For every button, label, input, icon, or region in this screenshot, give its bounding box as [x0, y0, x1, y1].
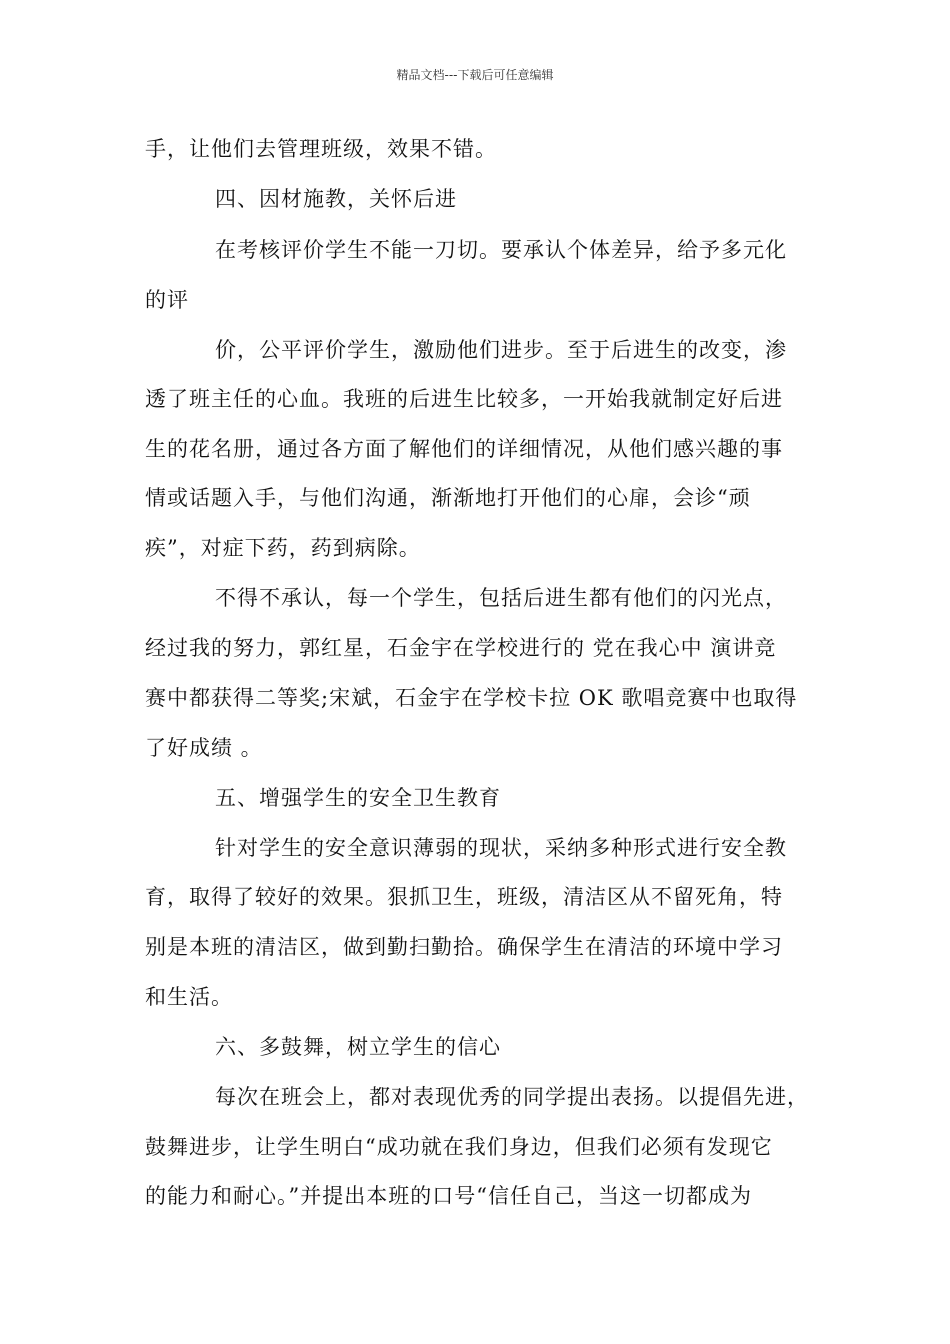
- text-line: 透了班主任的心血。我班的后进生比较多，一开始我就制定好后进: [145, 387, 783, 411]
- text-line: 每次在班会上，都对表现优秀的同学提出表扬。以提倡先进，: [215, 1085, 809, 1109]
- section-heading: 四、因材施教，关怀后进: [215, 187, 457, 211]
- text-line: 和生活。: [145, 985, 233, 1009]
- text-line: 育，取得了较好的效果。狠抓卫生，班级，清洁区从不留死角，特: [145, 885, 783, 909]
- text-line: 手，让他们去管理班级，效果不错。: [145, 137, 497, 161]
- text-line: 鼓舞进步，让学生明白“成功就在我们身边，但我们必须有发现它: [145, 1135, 773, 1159]
- text-line: 别是本班的清洁区，做到勤扫勤拾。确保学生在清洁的环境中学习: [145, 935, 783, 959]
- text-line: 在考核评价学生不能一刀切。要承认个体差异，给予多元化: [215, 238, 787, 262]
- page-header: 精品文档---下载后可任意编辑: [396, 68, 554, 82]
- text-line: 了好成绩 。: [145, 736, 263, 760]
- text-line: 的能力和耐心。”并提出本班的口号“信任自己，当这一切都成为: [145, 1184, 752, 1208]
- section-heading: 六、多鼓舞，树立学生的信心: [215, 1035, 501, 1059]
- text-line: 的评: [145, 288, 189, 312]
- text-line: 疾”，对症下药，药到病除。: [145, 536, 421, 560]
- text-line: 赛中都获得二等奖;宋斌，石金宇在学校卡拉 OK 歌唱竞赛中也取得: [145, 686, 798, 710]
- text-line: 情或话题入手，与他们沟通，渐渐地打开他们的心扉，会诊“顽: [145, 486, 751, 510]
- text-line: 不得不承认，每一个学生，包括后进生都有他们的闪光点，: [215, 586, 787, 610]
- text-line: 价，公平评价学生，激励他们进步。至于后进生的改变，渗: [215, 338, 787, 362]
- text-line: 生的花名册，通过各方面了解他们的详细情况，从他们感兴趣的事: [145, 437, 783, 461]
- text-line: 针对学生的安全意识薄弱的现状，采纳多种形式进行安全教: [215, 836, 787, 860]
- text-line: 经过我的努力，郭红星，石金宇在学校进行的 党在我心中 演讲竞: [145, 636, 777, 660]
- section-heading: 五、增强学生的安全卫生教育: [215, 786, 501, 810]
